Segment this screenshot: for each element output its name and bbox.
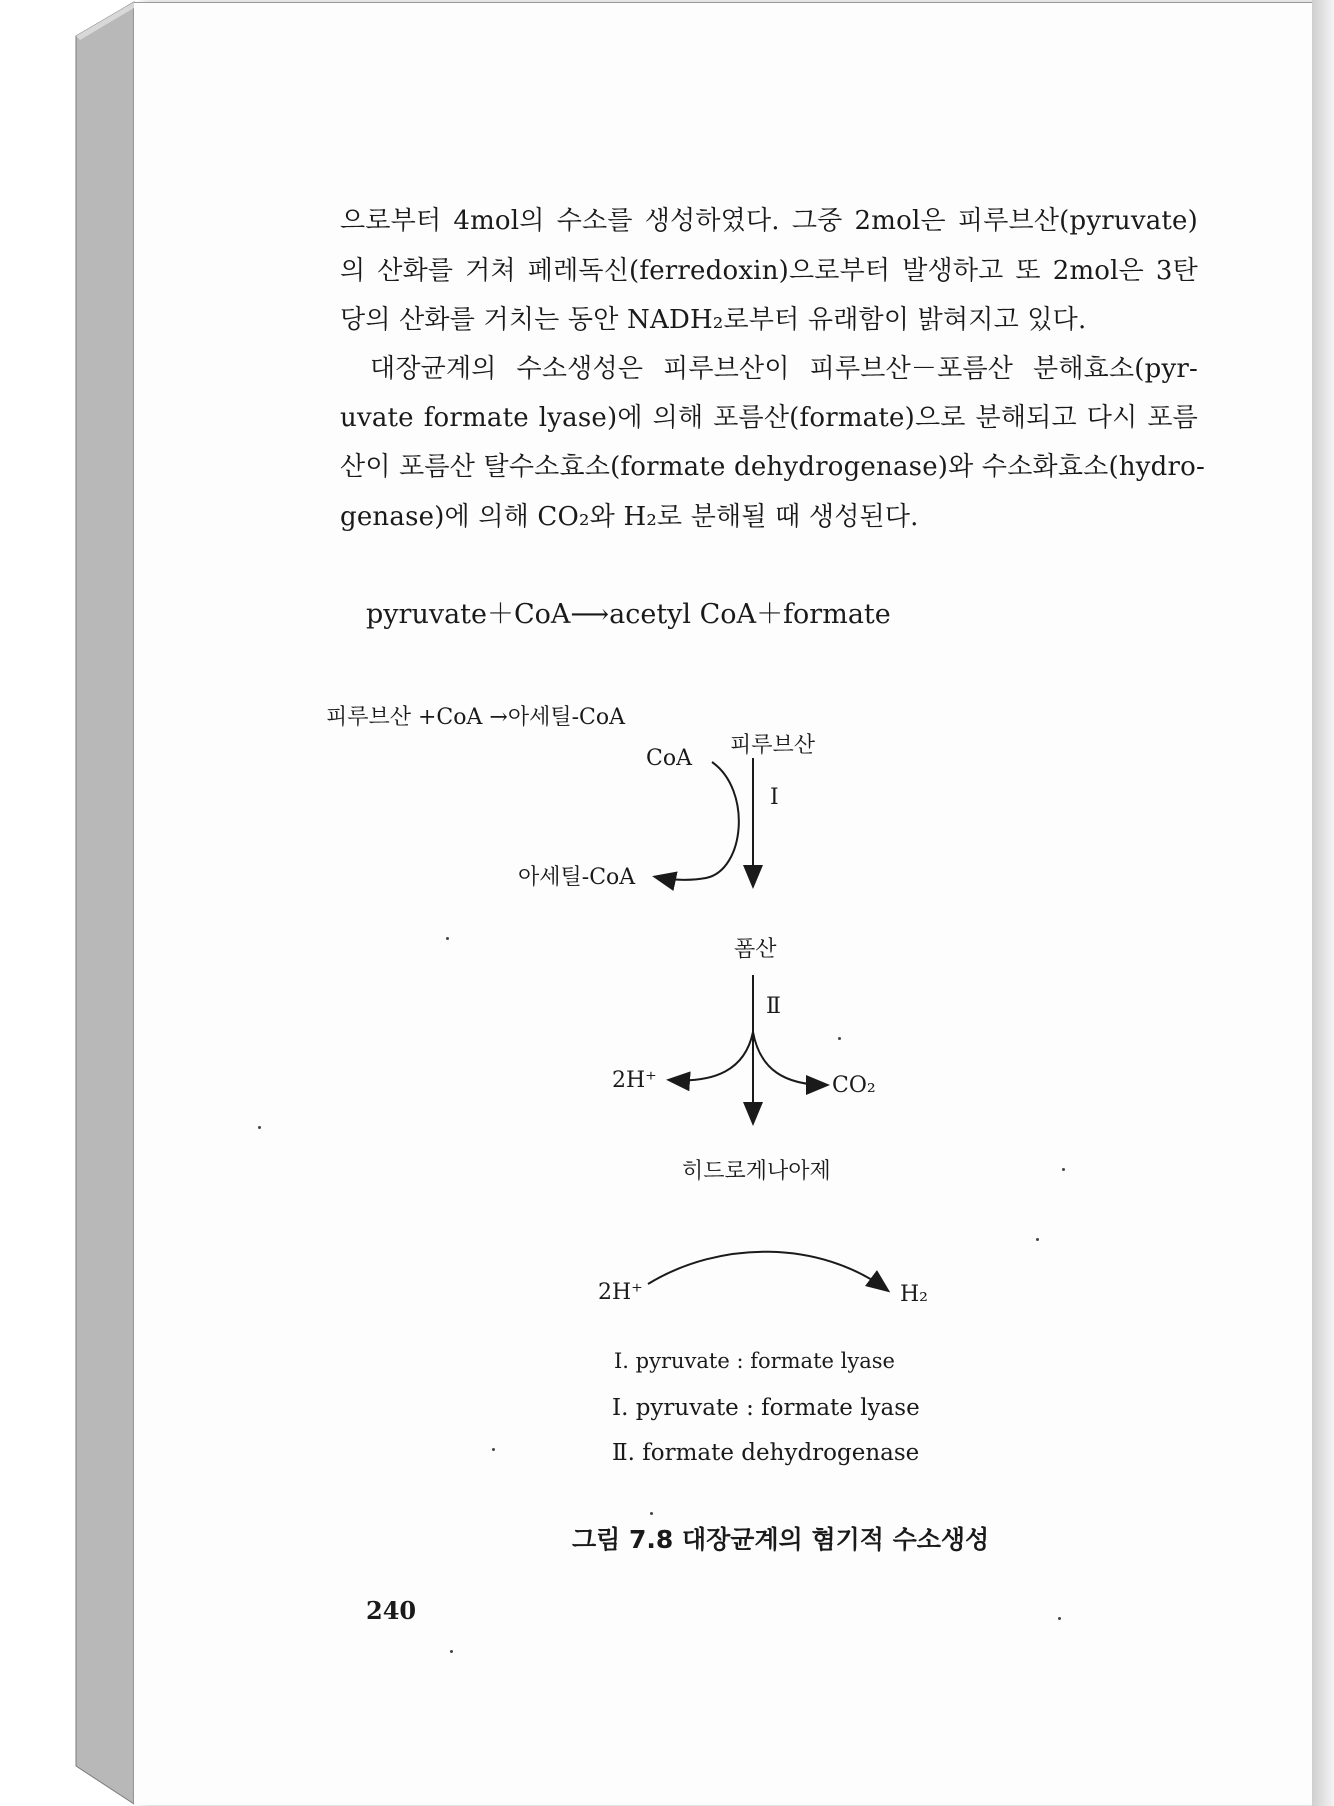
arrow-to-proton bbox=[670, 1032, 753, 1080]
body-line-3: 당의 산화를 거치는 동안 NADH₂로부터 유래함이 밝혀지고 있다. bbox=[340, 305, 1087, 335]
scan-speck bbox=[258, 1126, 261, 1129]
legend-item-1: Ⅰ. pyruvate : formate lyase bbox=[612, 1395, 920, 1421]
scan-speck bbox=[450, 1650, 453, 1653]
co2-label: CO₂ bbox=[832, 1073, 876, 1098]
body-line-7: genase)에 의해 CO₂와 H₂로 분해될 때 생성된다. bbox=[340, 502, 919, 532]
scan-speck bbox=[492, 1448, 495, 1451]
scan-speck bbox=[1062, 1168, 1065, 1171]
body-line-2: 의 산화를 거쳐 페레독신(ferredoxin)으로부터 발생하고 또 2mol은 3탄 bbox=[340, 256, 1198, 286]
body-line-6: 산이 포름산 탈수소효소(formate dehydrogenase)와 수소화효소(hydro- bbox=[340, 452, 1205, 482]
scan-speck bbox=[1036, 1238, 1039, 1241]
arrow-to-co2 bbox=[753, 1032, 826, 1085]
page-number: 240 bbox=[366, 1596, 417, 1625]
acetyl-coa-label: 아세틸-CoA bbox=[518, 865, 636, 890]
scan-speck bbox=[650, 1512, 653, 1515]
arrow-coa-to-acetyl bbox=[656, 762, 739, 880]
reaction-equation: pyruvate＋CoA⟶acetyl CoA＋formate bbox=[366, 599, 891, 630]
scan-speck bbox=[1058, 1617, 1061, 1620]
formate-label: 폼산 bbox=[734, 937, 777, 962]
legend-item-2: Ⅱ. formate dehydrogenase bbox=[612, 1440, 920, 1466]
hydrogenase-label: 히드로게나아제 bbox=[682, 1159, 831, 1184]
body-line-1: 으로부터 4mol의 수소를 생성하였다. 그중 2mol은 피루브산(pyruvate) bbox=[340, 206, 1198, 236]
legend-item-1-small: Ⅰ. pyruvate : formate lyase bbox=[614, 1349, 895, 1373]
pyruvate-label: 피루브산 bbox=[730, 733, 816, 758]
scan-speck bbox=[838, 1037, 841, 1040]
body-line-4: 대장균계의 수소생성은 피루브산이 피루브산－포름산 분해효소(pyr- bbox=[370, 354, 1198, 384]
coa-label: CoA bbox=[646, 746, 692, 771]
h2-label: H₂ bbox=[900, 1282, 929, 1307]
figure-caption: 그림 7.8 대장균계의 혐기적 수소생성 bbox=[572, 1525, 990, 1554]
step-2-label: Ⅱ bbox=[766, 994, 781, 1019]
scan-speck bbox=[446, 937, 449, 940]
proton-left-label: 2H⁺ bbox=[612, 1068, 657, 1093]
reaction-label: 피루브산 +CoA →아세틸-CoA bbox=[326, 705, 625, 730]
arrow-proton-to-h2 bbox=[648, 1252, 887, 1290]
body-line-5: uvate formate lyase)에 의해 포름산(formate)으로 분해되고 다시 포름 bbox=[340, 403, 1198, 433]
proton-bottom-label: 2H⁺ bbox=[598, 1280, 643, 1305]
step-1-label: Ⅰ bbox=[770, 785, 779, 810]
